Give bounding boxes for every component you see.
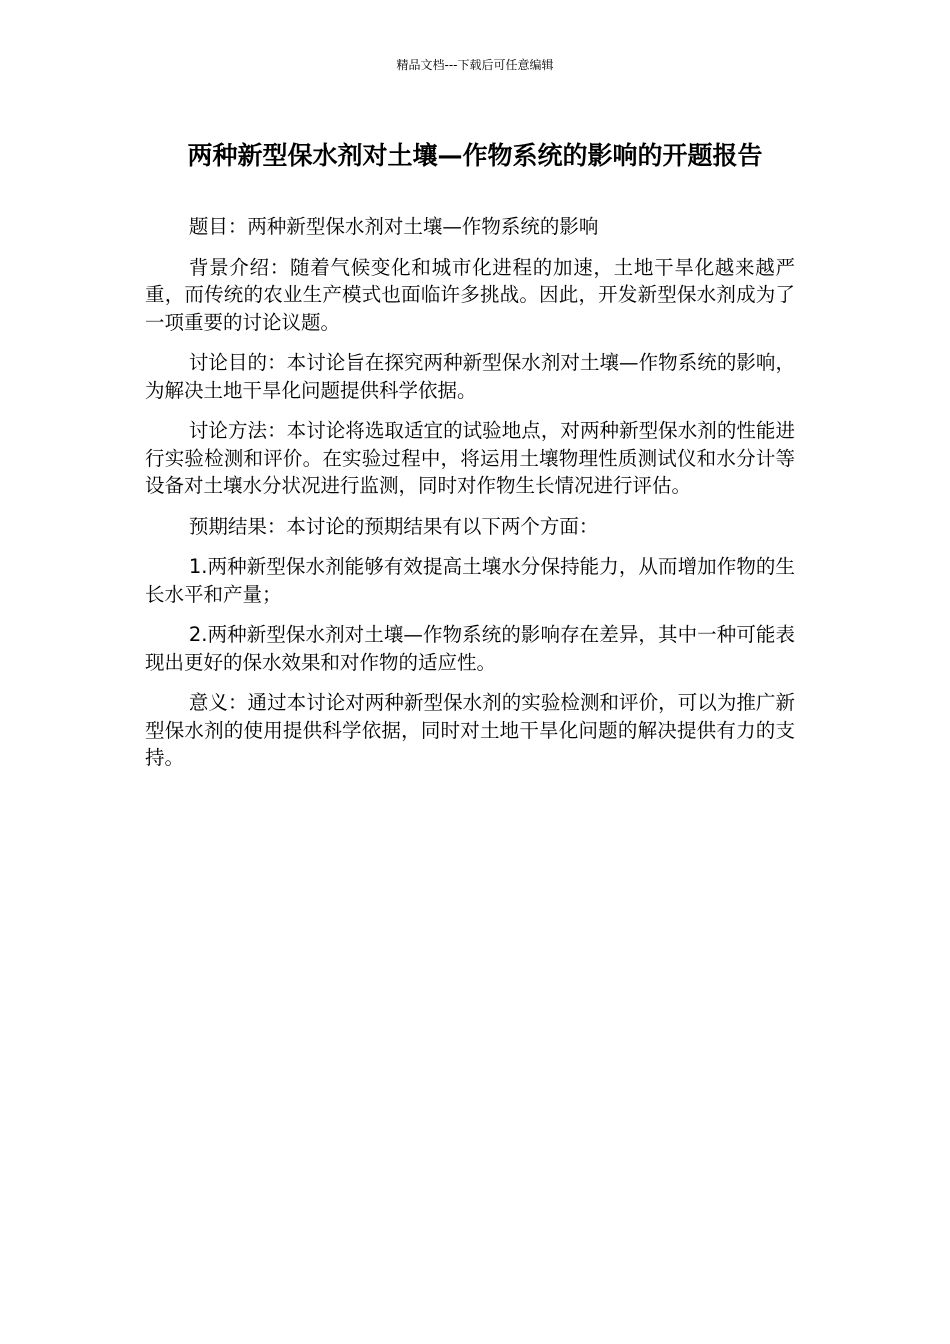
paragraph-method: 讨论方法：本讨论将选取适宜的试验地点，对两种新型保水剂的性能进行实验检测和评价。在实验过程中，将运用土壤物理性质测试仪和水分计等设备对土壤水分状况进行监测，同时对作物生长情况进行评估。 [145, 419, 795, 497]
paragraph-background: 背景介绍：随着气候变化和城市化进程的加速，土地干旱化越来越严重，而传统的农业生产模式也面临许多挑战。因此，开发新型保水剂成为了一项重要的讨论议题。 [145, 255, 795, 334]
paragraph-topic: 题目：两种新型保水剂对土壤—作物系统的影响 [188, 215, 599, 238]
paragraph-result-item-1: 1.两种新型保水剂能够有效提高土壤水分保持能力，从而增加作物的生长水平和产量； [145, 555, 795, 606]
paragraph-purpose: 讨论目的：本讨论旨在探究两种新型保水剂对土壤—作物系统的影响，为解决土地干旱化问题提供科学依据。 [145, 351, 795, 402]
paragraph-result-item-2: 2.两种新型保水剂对土壤—作物系统的影响存在差异，其中一种可能表现出更好的保水效果和对作物的适应性。 [145, 623, 795, 674]
paragraph-expected-results: 预期结果：本讨论的预期结果有以下两个方面： [188, 514, 599, 538]
document-title: 两种新型保水剂对土壤—作物系统的影响的开题报告 [187, 141, 763, 170]
page-header: 精品文档---下载后可任意编辑 [396, 58, 554, 72]
document-body [145, 213, 795, 785]
paragraph-significance: 意义：通过本讨论对两种新型保水剂的实验检测和评价，可以为推广新型保水剂的使用提供科学依据，同时对土地干旱化问题的解决提供有力的支持。 [145, 691, 795, 769]
